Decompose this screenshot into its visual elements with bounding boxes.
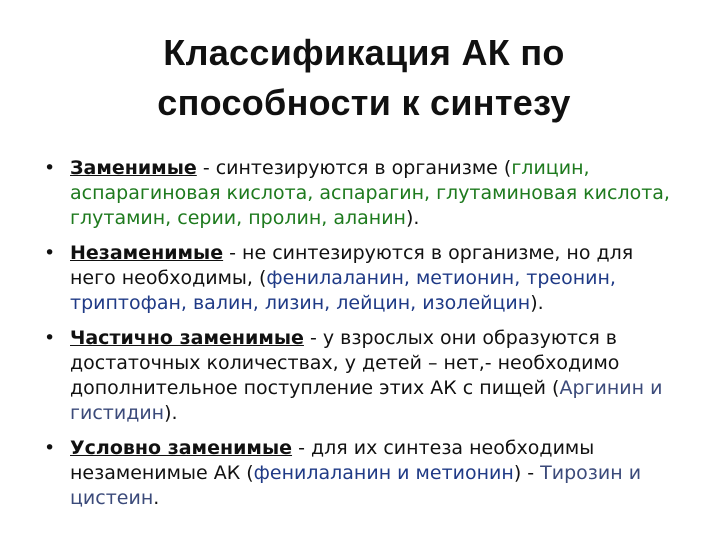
examples-text: Аргинин и гистидин xyxy=(70,377,663,424)
slide-title xyxy=(44,28,684,128)
bullet-icon: • xyxy=(44,437,56,459)
term-label: Условно заменимые xyxy=(70,437,293,459)
examples-text: глицин, аспарагиновая кислота, аспарагин, глутаминовая кислота, глутамин, серии, пролин, аланин xyxy=(70,157,670,229)
list-item-conditionally-replaceable xyxy=(44,436,684,511)
term-description: - синтезируются в организме ( xyxy=(196,157,512,179)
closing-text: ). xyxy=(405,207,420,229)
list-item-replaceable xyxy=(44,156,684,231)
term-description: - не синтезируются в организме, но для него необходимы, ( xyxy=(70,242,634,289)
closing-text: ) - xyxy=(513,462,541,484)
bullet-icon: • xyxy=(44,157,56,179)
examples-text: фенилаланин, метионин, треонин, триптофан, валин, лизин, лейцин, изолейцин xyxy=(70,267,616,314)
term-label: Заменимые xyxy=(70,157,197,179)
term-description: - для их синтеза необходимы незаменимые АК ( xyxy=(70,437,595,484)
examples-text: фенилаланин и метионин xyxy=(253,462,514,484)
list-item-partially-replaceable xyxy=(44,326,684,426)
bullet-icon: • xyxy=(44,242,56,264)
title-line-1: Классификация АК по xyxy=(163,32,565,73)
derived-examples-text: Тирозин и цистеин xyxy=(70,462,642,509)
term-label: Незаменимые xyxy=(70,242,224,264)
title-line-2: способности к синтезу xyxy=(157,82,571,123)
term-description: - у взрослых они образуются в достаточных количествах, у детей – нет,- необходимо дополнительное поступление этих АК с пищей ( xyxy=(70,327,620,399)
classification-list xyxy=(44,156,684,511)
bullet-icon: • xyxy=(44,327,56,349)
term-label: Частично заменимые xyxy=(70,327,304,349)
closing-text: ). xyxy=(164,402,178,424)
final-punctuation: . xyxy=(153,487,160,509)
closing-text: ). xyxy=(530,292,544,314)
list-item-essential xyxy=(44,241,684,316)
